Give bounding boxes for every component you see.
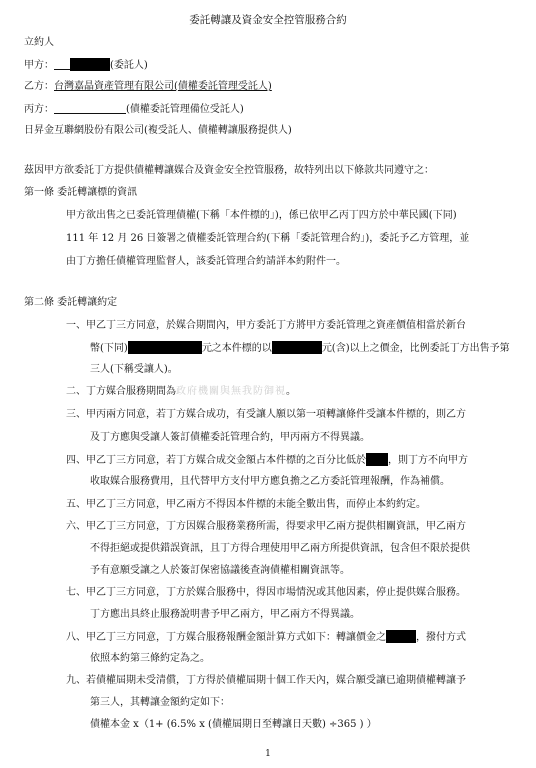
item-8-text-b: ，撥付方式 <box>416 632 466 643</box>
item-2-line <box>66 385 296 398</box>
item-6-line-1: 六、甲乙丁三方同意，丁方因媒合服務業務所需，得要求甲乙兩方提供相關資訊，甲乙兩方 <box>66 521 466 532</box>
item-7-line-2: 丁方應出具終止服務說明書予甲乙兩方，甲乙兩方不得異議。 <box>90 609 360 620</box>
party-b-suffix: (債權委託管理受託人) <box>174 81 272 92</box>
item-4-line-2: 收取媒合服務費用，且代替甲方支付甲方應負擔之乙方委託管理報酬，作為補償。 <box>90 476 450 487</box>
item-2-watermark: 政府機關與無我防御視 <box>176 386 286 397</box>
item-1-line-3: 三人(下稱受讓人)。 <box>90 364 178 375</box>
item-4-text-b: ，則丁方不向甲方 <box>388 455 468 466</box>
item-9-line-2: 第三人，其轉讓金額約定如下： <box>90 697 230 708</box>
item-6-line-2: 不得拒絕或提供錯誤資訊，且丁方得合理使用甲乙兩方所提供資訊，包含但不限於提供 <box>90 543 470 554</box>
party-b-line <box>24 80 272 93</box>
party-b-label: 乙方： <box>24 81 54 92</box>
item-1-line-1: 一、甲乙丁三方同意，於媒合期間內，甲方委託丁方將甲方委託管理之資產價值相當於新台 <box>66 320 466 331</box>
document-title: 委託轉讓及資金安全控管服務合約 <box>189 14 347 26</box>
item-9-formula: 債權本金 x（1+ (6.5% x (債權屆期日至轉讓日天數) ÷365 ) ） <box>90 719 377 730</box>
item-5-line: 五、甲乙丁三方同意，甲乙兩方不得因本件標的未能全數出售，而停止本約約定。 <box>66 499 426 510</box>
party-a-blank <box>54 58 70 70</box>
party-a-label: 甲方： <box>24 60 54 71</box>
party-c-suffix: (債權委託管理備位受託人) <box>126 104 244 115</box>
party-d-line: 日昇金互聯網股份有限公司(複受託人、債權轉讓服務提供人) <box>24 125 292 136</box>
item-3-line-2: 及丁方應與受讓人簽訂債權委託管理合約，甲丙兩方不得異議。 <box>90 432 370 443</box>
page-number: 1 <box>265 749 271 759</box>
item-8-redaction <box>386 630 416 643</box>
item-1-line-2 <box>90 341 510 355</box>
item-1-redaction-a <box>128 341 202 354</box>
item-9-line-1: 九、若債權屆期未受清償，丁方得於債權屆期十個工作天內，媒合願受讓已逾期債權轉讓予 <box>66 675 466 686</box>
party-a-suffix: (委託人) <box>110 60 148 71</box>
item-4-text-a: 四、甲乙丁三方同意，若丁方媒合成交金額占本件標的之百分比低於 <box>66 455 366 466</box>
item-4-line-1 <box>66 453 468 467</box>
parties-heading: 立約人 <box>24 37 54 48</box>
item-8-line-1 <box>66 630 466 644</box>
party-a-line <box>24 58 148 72</box>
article-2-heading: 第二條 委託轉讓約定 <box>24 297 118 308</box>
item-4-redaction <box>366 453 388 466</box>
party-c-label: 丙方： <box>24 104 54 115</box>
party-c-line <box>24 102 244 116</box>
article-1-line-1: 甲方欲出售之已委託管理債權(下稱「本件標的」)，係已依甲乙丙丁四方於中華民國(下同) <box>66 210 457 221</box>
item-2-end: 。 <box>286 386 296 397</box>
article-1-line-3: 由丁方擔任債權管理監督人，該委託管理合約請詳本約附件一。 <box>66 256 346 267</box>
item-8-line-2: 依照本約第三條約定為之。 <box>90 653 210 664</box>
item-1-redaction-b <box>272 341 322 354</box>
party-a-redaction <box>70 58 110 71</box>
article-1-line-2: 111 年 12 月 26 日簽署之債權委託管理合約(下稱「委託管理合約」)，委託予乙方管理，並 <box>66 233 470 244</box>
item-8-text-a: 八、甲乙丁三方同意，丁方媒合服務報酬金額計算方式如下：轉讓價金之 <box>66 632 386 643</box>
item-1-text-c: 元(含)以上之價金，比例委託丁方出售予第 <box>321 343 510 354</box>
item-1-text-a: 幣(下同) <box>90 343 128 354</box>
item-7-line-1: 七、甲乙丁三方同意，丁方於媒合服務中，得因市場情況或其他因素，停止提供媒合服務。 <box>66 587 466 598</box>
article-1-heading: 第一條 委託轉讓標的資訊 <box>24 187 138 198</box>
party-b-name: 台灣嘉晶資產管理有限公司 <box>54 81 174 92</box>
intro-paragraph: 茲因甲方欲委託丁方提供債權轉讓媒合及資金安全控管服務，故特列出以下條款共同遵守之： <box>24 165 434 176</box>
item-3-line-1: 三、甲丙兩方同意，若丁方媒合成功，有受讓人願以第一項轉讓條件受讓本件標的，則乙方 <box>66 409 466 420</box>
item-2-text: 二、丁方媒合服務期間為 <box>66 386 176 397</box>
item-1-text-b: 元之本件標的以 <box>201 343 272 354</box>
party-c-blank <box>54 102 126 114</box>
item-6-line-3: 予有意願受讓之人於簽訂保密協議後查詢債權相關資訊等。 <box>90 565 350 576</box>
